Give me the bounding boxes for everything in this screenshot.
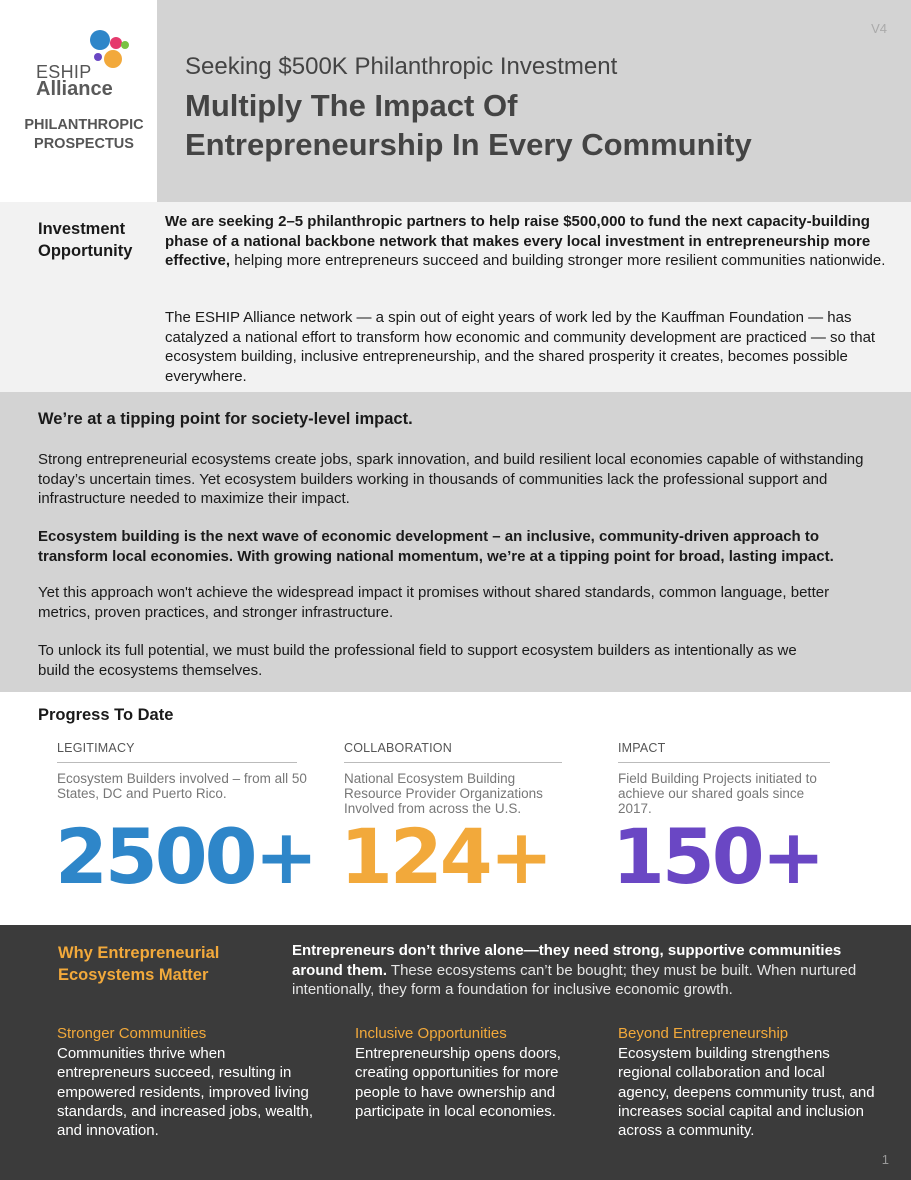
why-intro-rest: These ecosystems can’t be bought; they must be built. When nurtured intentionally, they form a foundation for inclusive economic growth. — [292, 961, 857, 998]
investment-p1-bold: We are seeking 2–5 philanthropic partners to help raise $500,000 to fund the next capacity-building phase of a national backbone network that makes every local investment in entrepreneurship more effective, — [165, 213, 871, 269]
stat-value-impact: 150+ — [612, 812, 823, 901]
stat-desc-collaboration: National Ecosystem Building Resource Provider Organizations Involved from across the U.S. — [344, 771, 543, 816]
pillar-body-beyond-entrepreneurship: Ecosystem building strengthens regional collaboration and local agency, deepens community trust, and increases social capital and inclusion across a community. — [618, 1045, 875, 1140]
version-label: V4 — [871, 21, 887, 36]
title-line-2: Entrepreneurship In Every Community — [185, 127, 752, 162]
pillar-body-inclusive-opportunities: Entrepreneurship opens doors, creating opportunities for more people to have ownership and participate in local economies. — [355, 1045, 561, 1120]
eship-logo-dots-icon — [86, 28, 132, 74]
why-ecosystems-heading: Why Entrepreneurial Ecosystems Matter — [58, 944, 220, 984]
investment-p1-rest: helping more entrepreneurs succeed and building stronger more resilient communities nationwide. — [230, 252, 886, 269]
page-subtitle: Seeking $500K Philanthropic Investment — [185, 53, 618, 80]
pillar-title-stronger-communities: Stronger Communities — [57, 1025, 207, 1042]
investment-heading-line-2: Opportunity — [38, 242, 133, 260]
prospectus-label — [0, 116, 168, 154]
pillar-body-stronger-communities: Communities thrive when entrepreneurs succeed, resulting in empowered residents, improved living standards, and increased jobs, wealth, and innovation. — [57, 1045, 313, 1140]
tipping-paragraph-3: Yet this approach won't achieve the widespread impact it promises without shared standards, common language, better metrics, proven practices, and stronger infrastructure. — [38, 584, 830, 621]
stat-divider — [57, 762, 297, 763]
prospectus-line-2: PROSPECTUS — [34, 136, 134, 152]
investment-paragraph-1 — [165, 212, 895, 271]
logo-wordmark-alliance: Alliance — [36, 78, 113, 100]
tipping-paragraph-4: To unlock its full potential, we must build the professional field to support ecosystem builders as intentionally as we build the ecosystems themselves. — [38, 642, 797, 679]
page-number: 1 — [881, 1152, 889, 1167]
title-line-1: Multiply The Impact Of — [185, 88, 518, 123]
page-title — [185, 86, 752, 164]
why-ecosystems-intro — [292, 941, 882, 1000]
tipping-paragraph-1: Strong entrepreneurial ecosystems create jobs, spark innovation, and build resilient local economies capable of withstanding today’s uncertain times. Yet ecosystem builders working in thousands of communities lack the professional support and infrastructure needed to maximize their impact. — [38, 451, 864, 507]
stat-divider — [618, 762, 830, 763]
stat-divider — [344, 762, 562, 763]
stat-value-legitimacy: 2500+ — [55, 812, 316, 901]
stat-label-collaboration: COLLABORATION — [344, 741, 452, 755]
tipping-paragraph-2: Ecosystem building is the next wave of economic development – an inclusive, community-driven approach to transform local economies. With growing national momentum, we’re at a tipping point for broad, lasting impact. — [38, 528, 834, 565]
stat-label-impact: IMPACT — [618, 741, 666, 755]
stat-value-collaboration: 124+ — [340, 812, 551, 901]
why-intro-bold: Entrepreneurs don’t thrive alone—they need strong, supportive communities around them. — [292, 942, 842, 979]
logo-panel — [0, 0, 157, 202]
stat-desc-impact: Field Building Projects initiated to achieve our shared goals since 2017. — [618, 771, 817, 816]
prospectus-line-1: PHILANTHROPIC — [24, 117, 144, 133]
investment-paragraph-2: The ESHIP Alliance network — a spin out of eight years of work led by the Kauffman Foundation — has catalyzed a national effort to transform how economic and community development are practiced — so that ecosystem building, inclusive entrepreneurship, and the shared prosperity it creates, becomes possible everywhere. — [165, 309, 876, 385]
progress-heading: Progress To Date — [38, 706, 174, 724]
investment-heading — [38, 218, 158, 262]
stat-label-legitimacy: LEGITIMACY — [57, 741, 135, 755]
investment-heading-line-1: Investment — [38, 220, 126, 238]
stat-desc-legitimacy: Ecosystem Builders involved – from all 50 States, DC and Puerto Rico. — [57, 771, 307, 801]
pillar-title-beyond-entrepreneurship: Beyond Entrepreneurship — [618, 1025, 789, 1042]
logo-wordmark-eship: ESHIP — [36, 62, 92, 82]
pillar-title-inclusive-opportunities: Inclusive Opportunities — [355, 1025, 507, 1042]
tipping-point-heading: We’re at a tipping point for society-level impact. — [38, 410, 413, 428]
